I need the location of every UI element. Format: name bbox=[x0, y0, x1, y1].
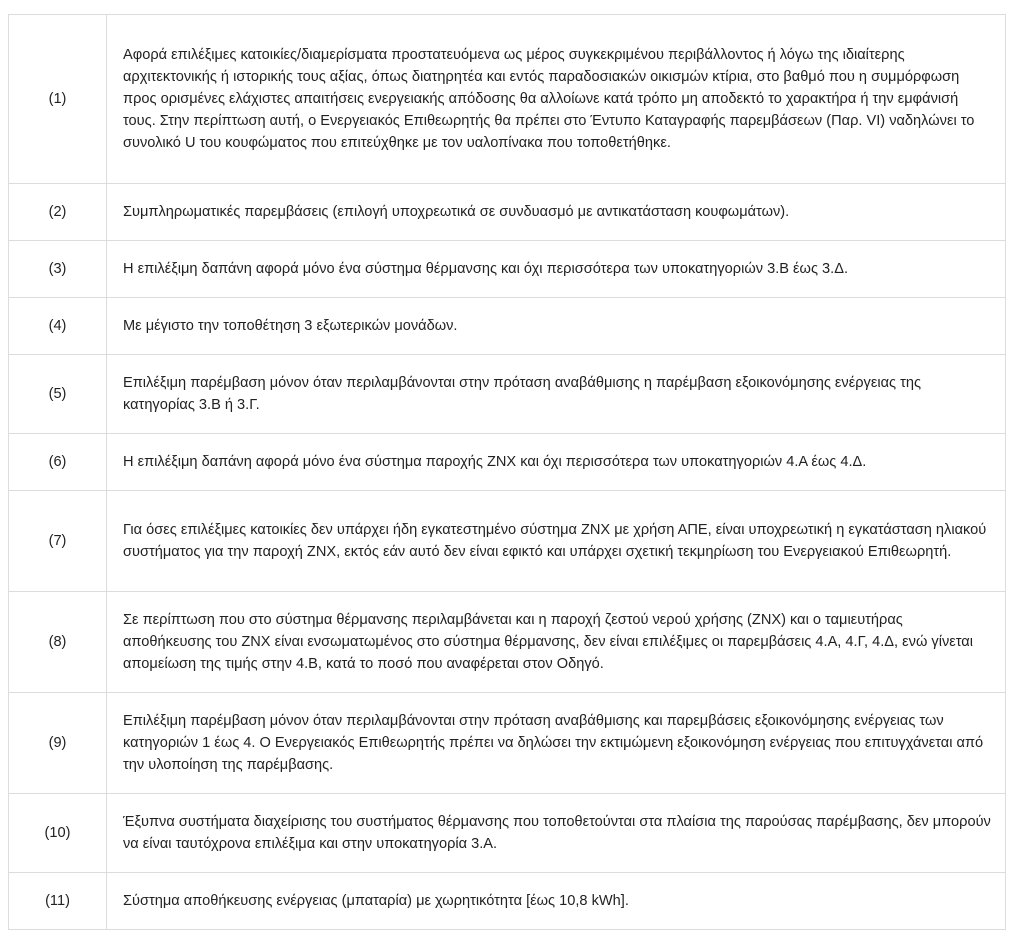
note-text: Αφορά επιλέξιμες κατοικίες/διαμερίσματα προστατευόμενα ως μέρος συγκεκριμένου περιβάλλοντος ή λόγω της ιδιαίτερης αρχιτεκτονικής ή ιστορικής τους αξίας, όπως διατηρητέα και εντός παραδοσιακών οικισμών κτίρια, στο βαθμό που η συμμόρφωση προς ορισμένες ελάχιστες απαιτήσεις ενεργειακής απόδοσης θα αλλοίωνε κατά τρόπο μη αποδεκτό το χαρακτήρα ή την εμφάνισή τους. Στην περίπτωση αυτή, ο Ενεργειακός Επιθεωρητής θα πρέπει στο Έντυπο Καταγραφής παρεμβάσεων (Παρ. VI) ναδηλώνει το συνολικό U του κουφώματος που επιτεύχθηκε με τον υαλοπίνακα που τοποθετήθηκε. bbox=[107, 15, 1006, 184]
note-text: Σε περίπτωση που στο σύστημα θέρμανσης περιλαμβάνεται και η παροχή ζεστού νερού χρήσης (ΖΝΧ) και ο ταμιευτήρας αποθήκευσης του ΖΝΧ είναι ενσωματωμένος στο σύστημα θέρμανσης, δεν είναι επιλέξιμες οι παρεμβάσεις 4.Α, 4.Γ, 4.Δ, ενώ γίνεται απομείωση της τιμής στην 4.Β, κατά το ποσό που αναφέρεται στον Οδηγό. bbox=[107, 592, 1006, 693]
note-number: (1) bbox=[9, 15, 107, 184]
table-row bbox=[9, 491, 1006, 592]
table-row bbox=[9, 434, 1006, 491]
table-row bbox=[9, 241, 1006, 298]
table-row bbox=[9, 184, 1006, 241]
note-text: Έξυπνα συστήματα διαχείρισης του συστήματος θέρμανσης που τοποθετούνται στα πλαίσια της παρούσας παρέμβασης, δεν μπορούν να είναι ταυτόχρονα επιλέξιμα και στην υποκατηγορία 3.Α. bbox=[107, 794, 1006, 873]
table-row bbox=[9, 355, 1006, 434]
note-number: (11) bbox=[9, 873, 107, 930]
note-number: (6) bbox=[9, 434, 107, 491]
note-number: (2) bbox=[9, 184, 107, 241]
note-text: Επιλέξιμη παρέμβαση μόνον όταν περιλαμβάνονται στην πρόταση αναβάθμισης η παρέμβαση εξοικονόμησης ενέργειας της κατηγορίας 3.Β ή 3.Γ. bbox=[107, 355, 1006, 434]
table-row bbox=[9, 873, 1006, 930]
note-text: Συμπληρωματικές παρεμβάσεις (επιλογή υποχρεωτικά σε συνδυασμό με αντικατάσταση κουφωμάτων). bbox=[107, 184, 1006, 241]
note-number: (7) bbox=[9, 491, 107, 592]
note-number: (8) bbox=[9, 592, 107, 693]
note-number: (9) bbox=[9, 693, 107, 794]
table-row bbox=[9, 794, 1006, 873]
note-text: Επιλέξιμη παρέμβαση μόνον όταν περιλαμβάνονται στην πρόταση αναβάθμισης και παρεμβάσεις εξοικονόμησης ενέργειας των κατηγοριών 1 έως 4. Ο Ενεργειακός Επιθεωρητής πρέπει να δηλώσει την εκτιμώμενη εξοικονόμηση ενέργειας που επιτυγχάνεται από την υλοποίηση της παρέμβασης. bbox=[107, 693, 1006, 794]
note-number: (5) bbox=[9, 355, 107, 434]
note-text: Για όσες επιλέξιμες κατοικίες δεν υπάρχει ήδη εγκατεστημένο σύστημα ΖΝΧ με χρήση ΑΠΕ, είναι υποχρεωτική η εγκατάσταση ηλιακού συστήματος για την παροχή ΖΝΧ, εκτός εάν αυτό δεν είναι εφικτό και υπάρχει σχετική τεκμηρίωση του Ενεργειακού Επιθεωρητή. bbox=[107, 491, 1006, 592]
note-number: (4) bbox=[9, 298, 107, 355]
table-row bbox=[9, 15, 1006, 184]
table-row bbox=[9, 592, 1006, 693]
note-text: Με μέγιστο την τοποθέτηση 3 εξωτερικών μονάδων. bbox=[107, 298, 1006, 355]
note-number: (10) bbox=[9, 794, 107, 873]
note-text: Η επιλέξιμη δαπάνη αφορά μόνο ένα σύστημα θέρμανσης και όχι περισσότερα των υποκατηγοριών 3.Β έως 3.Δ. bbox=[107, 241, 1006, 298]
table-row bbox=[9, 298, 1006, 355]
note-text: Η επιλέξιμη δαπάνη αφορά μόνο ένα σύστημα παροχής ΖΝΧ και όχι περισσότερα των υποκατηγοριών 4.Α έως 4.Δ. bbox=[107, 434, 1006, 491]
note-text: Σύστημα αποθήκευσης ενέργειας (μπαταρία) με χωρητικότητα [έως 10,8 kWh]. bbox=[107, 873, 1006, 930]
table-row bbox=[9, 693, 1006, 794]
footnotes-table bbox=[8, 14, 1006, 930]
note-number: (3) bbox=[9, 241, 107, 298]
